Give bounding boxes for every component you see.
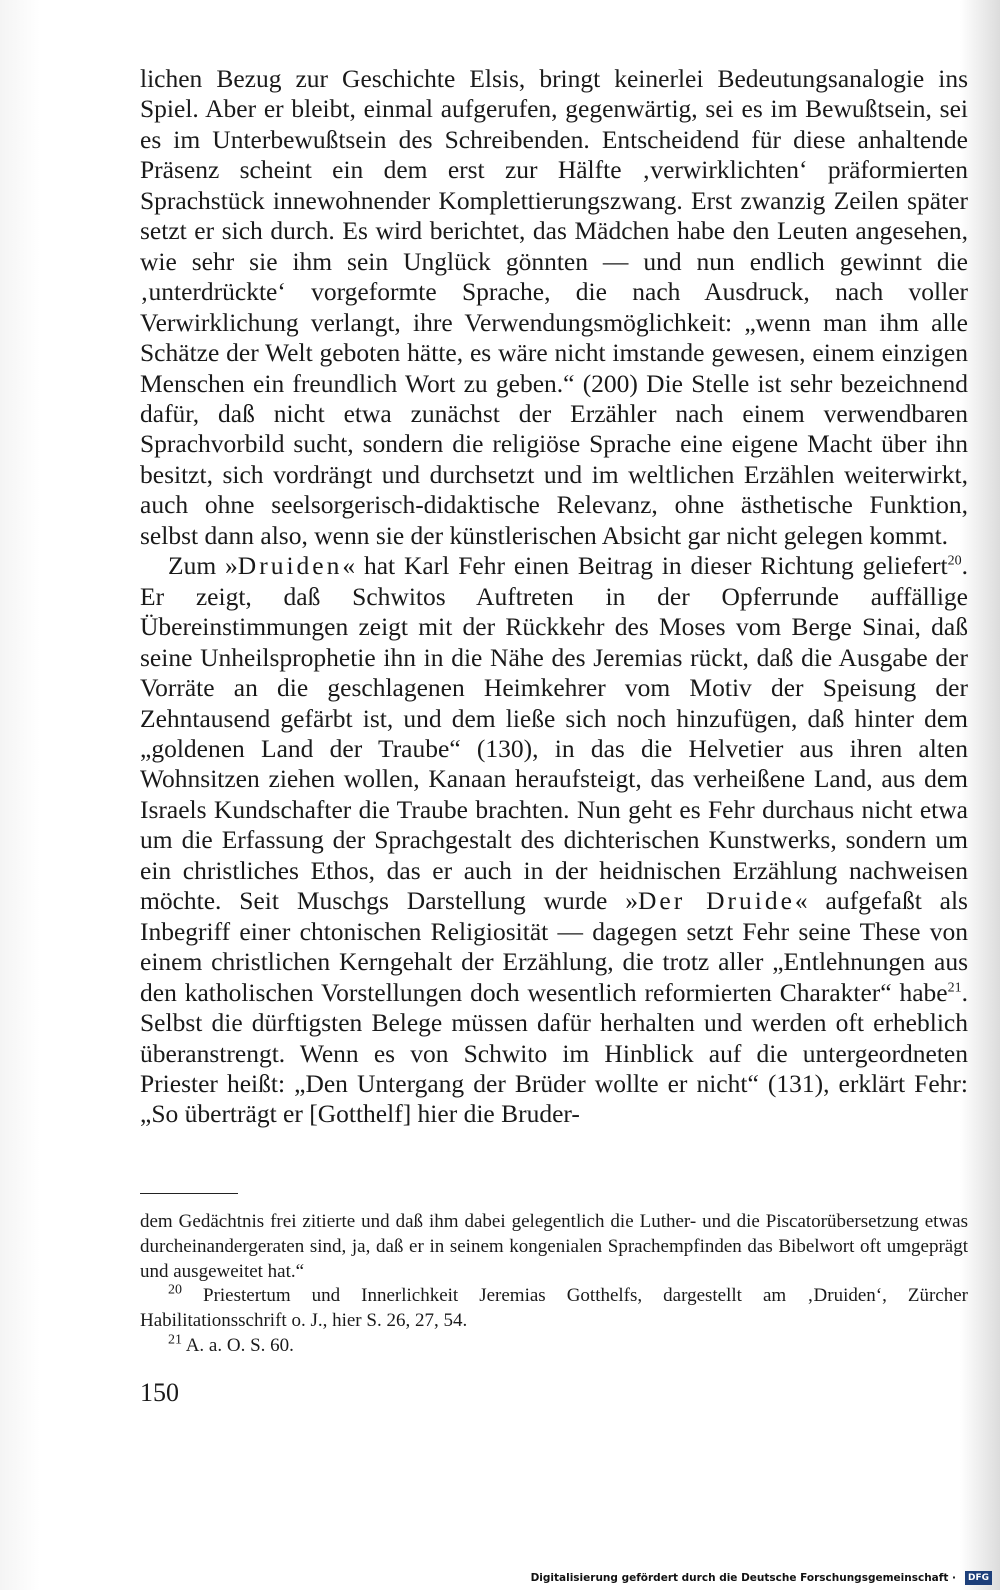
paragraph-2-text-e: . Selbst die dürftigsten Belege müssen dafür herhalten und werden oft erheblich überanstrengt. Wenn es von Schwito im Hinblick auf die untergeordneten Priester heißt: „Den Untergang der Brüder wollte er nicht“ (131), erklärt Fehr: „So überträgt er [Gotthelf] hier die Bruder- bbox=[140, 977, 968, 1129]
spaced-title-der-druide: Der Druide bbox=[637, 886, 795, 916]
footnote-20-text: Priestertum und Innerlichkeit Jeremias Gotthelfs, dargestellt am ‚Druiden‘, Zürcher Habilitationsschrift o. J., hier S. 26, 27, 54. bbox=[140, 1285, 968, 1332]
footnote-ref-20: 20 bbox=[947, 553, 962, 569]
dfg-logo-icon: DFG bbox=[965, 1571, 992, 1585]
footnote-21-text: A. a. O. S. 60. bbox=[182, 1334, 294, 1356]
paragraph-1 bbox=[140, 64, 968, 551]
page-number: 150 bbox=[140, 1378, 179, 1407]
footnote-20 bbox=[140, 1284, 968, 1334]
footnote-rule bbox=[140, 1193, 238, 1194]
footnote-continuation: dem Gedächtnis frei zitierte und daß ihm dabei gelegentlich die Luther- und die Piscatorübersetzung etwas durcheinandergeraten sind, ja, daß er in seinem kongenialen Sprachempfinden das Bibelwort oft umgeprägt und ausgeweitet hat.“ bbox=[140, 1211, 968, 1282]
paragraph-2 bbox=[140, 551, 968, 1130]
footnote-21-number: 21 bbox=[168, 1332, 182, 1348]
paragraph-2-text-d: « aufgefaßt als Inbegriff einer chtonischen Religiosität — dagegen setzt Fehr seine These von einem christlichen Kerngehalt der Erzählung, die trotz aller „Entlehnungen aus den katholischen Vorstellungen doch wesentlich reformierten Charakter“ habe bbox=[140, 886, 968, 1007]
footnote-20-number: 20 bbox=[168, 1283, 182, 1299]
footnote-21 bbox=[140, 1334, 968, 1359]
paragraph-1-text: lichen Bezug zur Geschichte Elsis, bringt keinerlei Bedeutungsanalogie ins Spiel. Aber er bleibt, einmal aufgerufen, gegenwärtig, sei es im Bewußtsein, sei es im Unterbewußtsein des Schreibenden. Entscheidend für diese anhaltende Präsenz scheint ein dem erst zur Hälfte ‚verwirklichten‘ präformierten Sprachstück innewohnender Komplettierungszwang. Erst zwanzig Zeilen später setzt er sich durch. Es wird berichtet, das Mädchen habe den Leuten angesehen, wie sehr sie ihm sein Unglück gönnten — und nun endlich gewinnt die ‚unterdrückte‘ vorgeformte Sprache, die nach Ausdruck, nach voller Verwirklichung verlangt, ihre Verwendungsmöglichkeit: „wenn man ihm alle Schätze der Welt geboten hätte, es wäre nicht imstande gewesen, einem einzigen Menschen ein freundlich Wort zu geben.“ (200) Die Stelle ist sehr bezeichnend dafür, daß nicht etwa zunächst der Erzähler nach einem verwendbaren Sprachvorbild sucht, sondern die religiöse Sprache eine eigene Macht über ihn besitzt, sich vordrängt und durchsetzt und im weltlichen Erzählen weiterwirkt, auch ohne seelsorgerisch-didaktische Relevanz, ohne ästhetische Funktion, selbst dann also, wenn sie der künstlerischen Absicht gar nicht gelegen kommt. bbox=[140, 64, 968, 550]
footnotes bbox=[140, 1210, 968, 1359]
main-text bbox=[140, 64, 968, 1130]
paragraph-2-text-a: Zum » bbox=[168, 551, 238, 581]
paragraph-2-text-c: . Er zeigt, daß Schwitos Auftreten in der Opferrunde auffällige Übereinstimmungen zeigt mit der Rückkehr des Moses vom Berge Sinai, daß seine Unheilsprophetie ihn in die Nähe des Jeremias rückt, daß die Ausgabe der Vorräte an die geschlagenen Heimkehrer vom Motiv der Speisung der Zehntausend gefärbt ist, und dem ließe sich noch hinzufügen, daß hinter dem „goldenen Land der Traube“ (130), in das die Helvetier aus ihren alten Wohnsitzen ziehen wollen, Kanaan heraufsteigt, das verheißene Land, aus dem Israels Kundschafter die Traube brachten. Nun geht es Fehr durchaus nicht etwa um die Erfassung der Sprachgestalt des dichterischen Kunstwerks, sondern um ein christliches Ethos, das er auch in der heidnischen Erzählung nachweisen möchte. Seit Muschgs Darstellung wurde » bbox=[140, 551, 968, 916]
spaced-title-druiden: Druiden bbox=[237, 551, 343, 581]
paragraph-2-text-b: « hat Karl Fehr einen Beitrag in dieser Richtung geliefert bbox=[342, 551, 948, 581]
digitization-credit: Digitalisierung gefördert durch die Deutsche Forschungsgemeinschaft · bbox=[530, 1572, 956, 1584]
footnote-ref-21: 21 bbox=[947, 980, 962, 996]
